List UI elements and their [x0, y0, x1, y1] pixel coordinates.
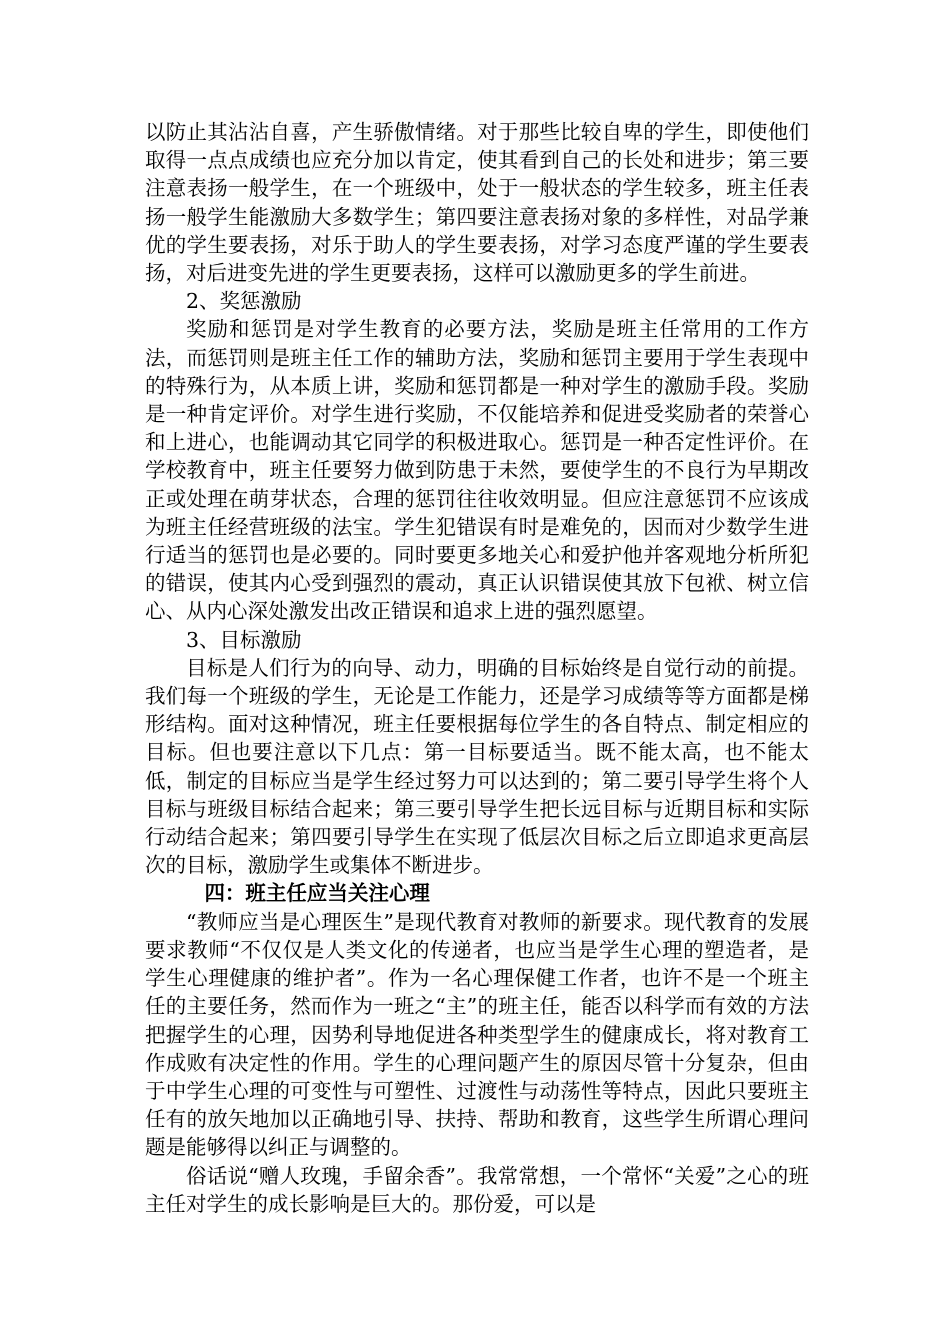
document-page [145, 118, 809, 1218]
subheading-goal-motivation: 3、目标激励 [186, 627, 302, 652]
paragraph-reward-punishment: 奖励和惩罚是对学生教育的必要方法，奖励是班主任常用的工作方法，而惩罚则是班主任工作的辅助方法，奖励和惩罚主要用于学生表现中的特殊行为，从本质上讲，奖励和惩罚都是一种对学生的激励手段。奖励是一种肯定评价。对学生进行奖励，不仅能培养和促进受奖励者的荣誉心和上进心，也能调动其它同学的积极进取心。惩罚是一种否定性评价。在学校教育中，班主任要努力做到防患于未然，要使学生的不良行为早期改正或处理在萌芽状态，合理的惩罚往往收效明显。但应注意惩罚不应该成为班主任经营班级的法宝。学生犯错误有时是难免的，因而对少数学生进行适当的惩罚也是必要的。同时要更多地关心和爱护他并客观地分析所犯的错误，使其内心受到强烈的震动，真正认识错误使其放下包袱、树立信心、从内心深处激发出改正错误和追求上进的强烈愿望。 [145, 317, 809, 624]
subheading-reward-punishment: 2、奖惩激励 [186, 289, 302, 314]
paragraph-goal-motivation: 目标是人们行为的向导、动力，明确的目标始终是自觉行动的前提。我们每一个班级的学生，无论是工作能力，还是学习成绩等等方面都是梯形结构。面对这种情况，班主任要根据每位学生的各自特点、制定相应的目标。但也要注意以下几点：第一目标要适当。既不能太高，也不能太低，制定的目标应当是学生经过努力可以达到的；第二要引导学生将个人目标与班级目标结合起来；第三要引导学生把长远目标与近期目标和实际行动结合起来；第四要引导学生在实现了低层次目标之后立即追求更高层次的目标，激励学生或集体不断进步。 [145, 655, 809, 878]
paragraph-proverb: 俗话说“赠人玫瑰，手留余香”。我常常想，一个常怀“关爱”之心的班主任对学生的成长影响是巨大的。那份爱，可以是 [145, 1163, 809, 1216]
paragraph-psychology: “教师应当是心理医生”是现代教育对教师的新要求。现代教育的发展要求教师“不仅仅是人类文化的传递者，也应当是学生心理的塑造者，是学生心理健康的维护者”。作为一名心理保健工作者，也许不是一个班主任的主要任务，然而作为一班之“主”的班主任，能否以科学而有效的方法把握学生的心理，因势利导地促进各种类型学生的健康成长，将对教育工作成败有决定性的作用。学生的心理问题产生的原因尽管十分复杂，但由于中学生心理的可变性与可塑性、过渡性与动荡性等特点，因此只要班主任有的放矢地加以正确地引导、扶持、帮助和教育，这些学生所谓心理问题是能够得以纠正与调整的。 [145, 909, 809, 1160]
paragraph-continued: 以防止其沾沾自喜，产生骄傲情绪。对于那些比较自卑的学生，即使他们取得一点点成绩也应充分加以肯定，使其看到自己的长处和进步；第三要注意表扬一般学生，在一个班级中，处于一般状态的学生较多，班主任表扬一般学生能激励大多数学生；第四要注意表扬对象的多样性，对品学兼优的学生要表扬，对乐于助人的学生要表扬，对学习态度严谨的学生要表扬，对后进变先进的学生更要表扬，这样可以激励更多的学生前进。 [145, 120, 809, 286]
section-heading-psychology: 四：班主任应当关注心理 [204, 881, 430, 906]
